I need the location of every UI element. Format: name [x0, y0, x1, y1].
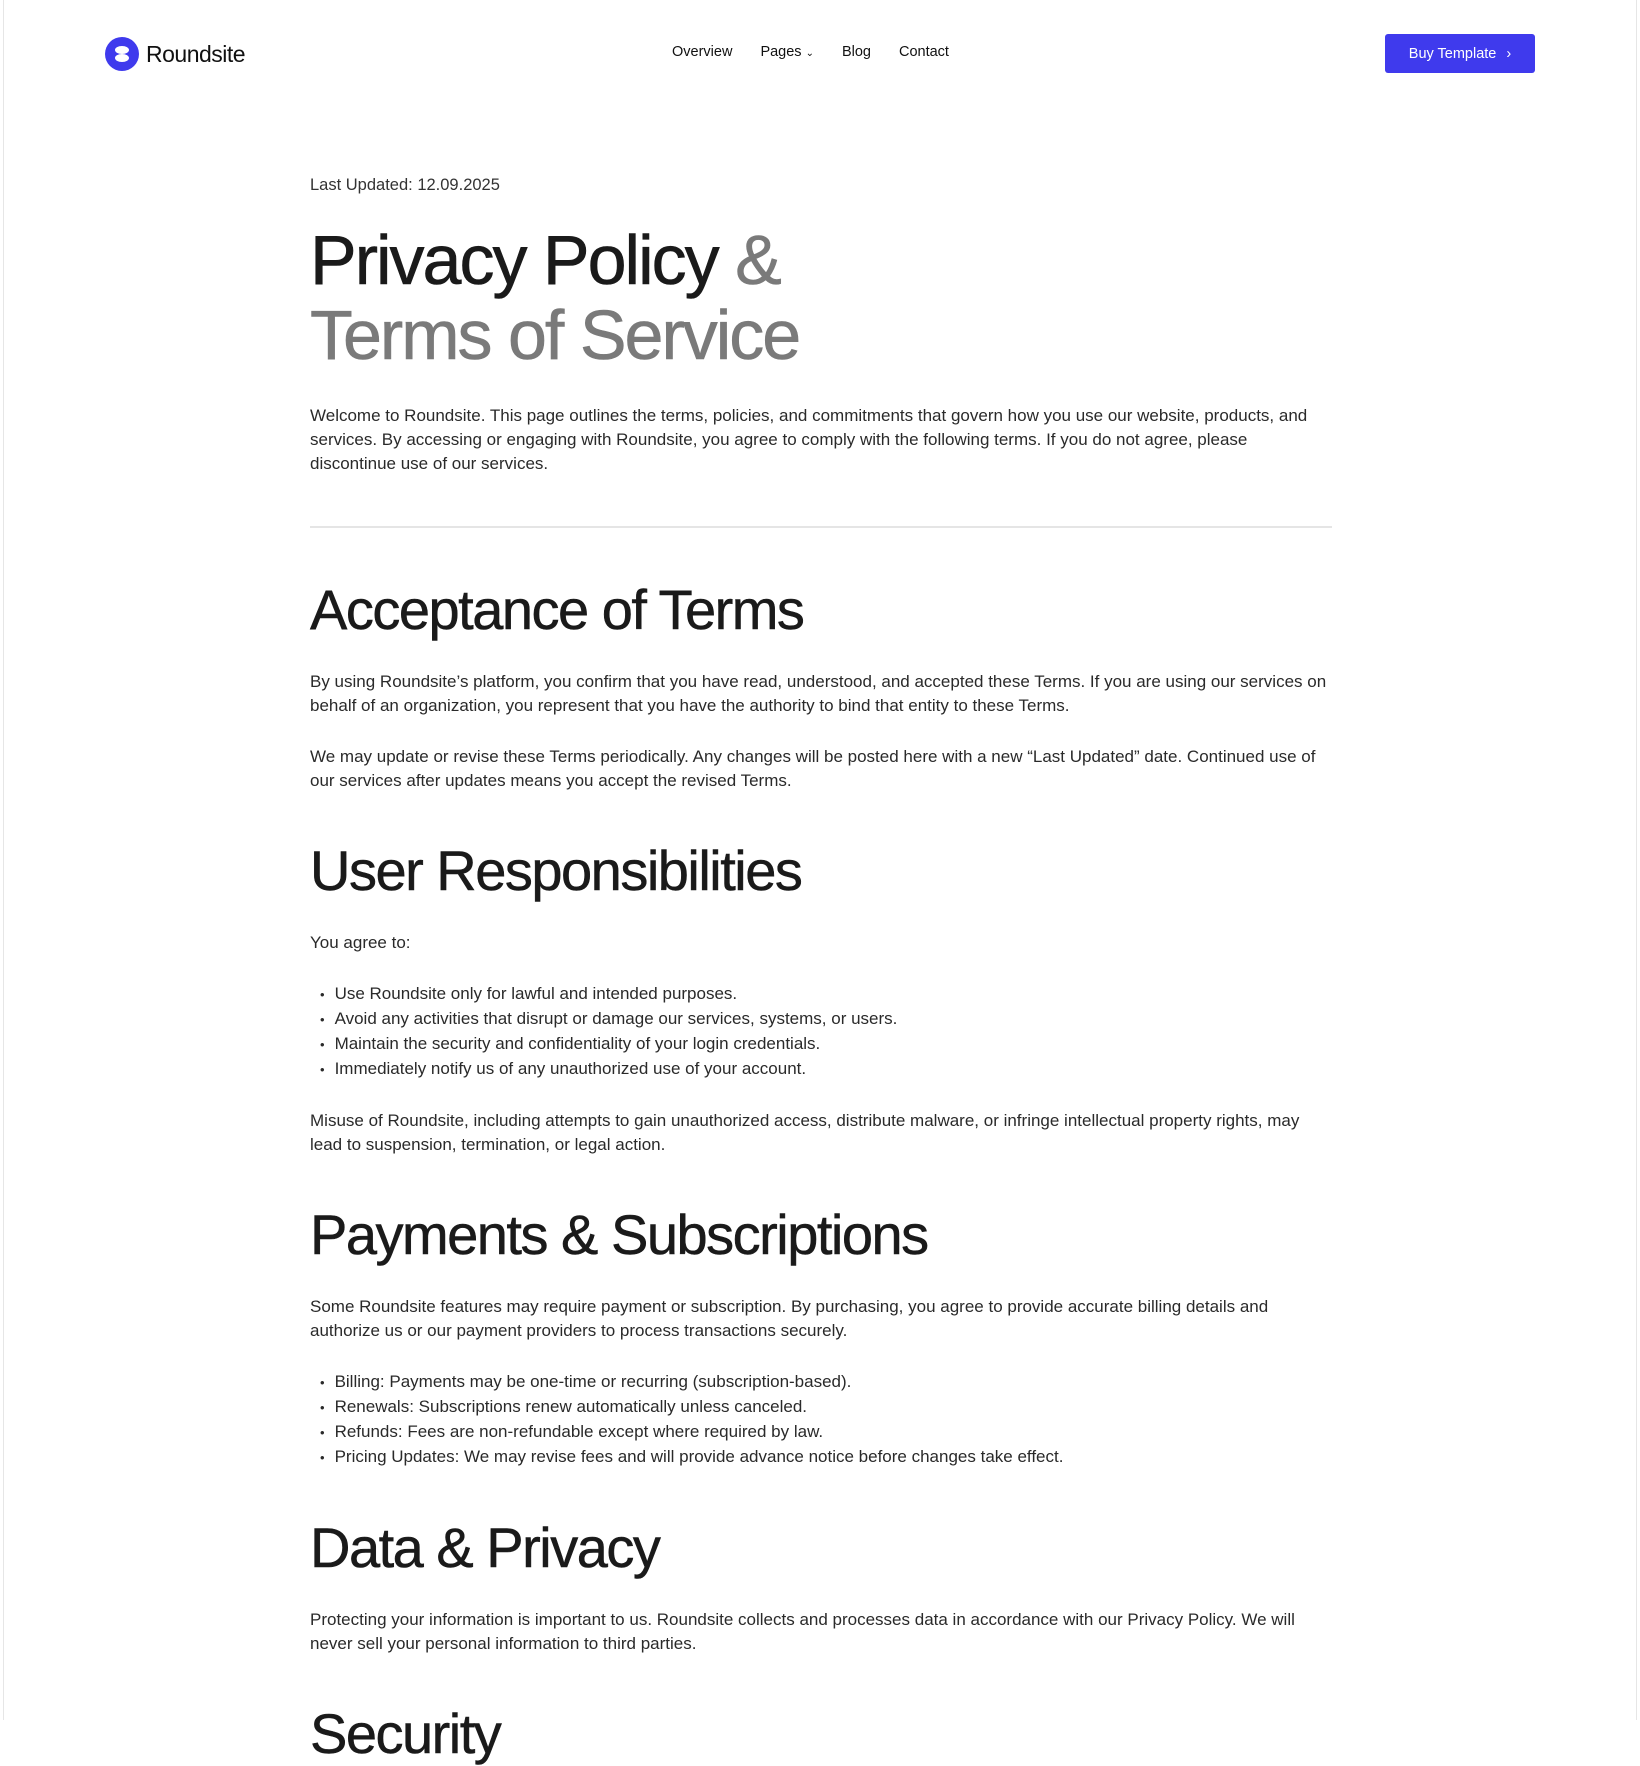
- title-amp: &: [735, 221, 780, 299]
- title-line2: Terms of Service: [310, 296, 800, 374]
- list-item: • Pricing Updates: We may revise fees and will provide advance notice before changes take effect.: [320, 1445, 1332, 1470]
- last-updated: Last Updated: 12.09.2025: [310, 176, 500, 194]
- nav-overview[interactable]: Overview: [672, 44, 733, 60]
- chevron-right-icon: ›: [1506, 45, 1512, 62]
- section-heading: User Responsibilities: [310, 839, 802, 902]
- section-heading: Acceptance of Terms: [310, 578, 804, 641]
- chevron-down-icon: ⌄: [805, 48, 814, 59]
- section-heading: Security: [310, 1702, 501, 1765]
- list-item: • Renewals: Subscriptions renew automatically unless canceled.: [320, 1395, 1332, 1420]
- section-heading: Data & Privacy: [310, 1516, 660, 1579]
- paragraph: You agree to:: [310, 933, 411, 952]
- list-item: • Avoid any activities that disrupt or damage our services, systems, or users.: [320, 1007, 1332, 1032]
- brand-logo[interactable]: [105, 37, 245, 71]
- nav-contact[interactable]: Contact: [898, 44, 949, 60]
- responsibility-list: [310, 982, 1332, 1082]
- logo-icon: [105, 37, 139, 71]
- paragraph: Protecting your information is important to us. Roundsite collects and processes data in accordance with our Privacy Policy. We will never sell your personal information to third parties.: [310, 1610, 1295, 1653]
- section-heading: Payments & Subscriptions: [310, 1203, 928, 1266]
- paragraph: By using Roundsite’s platform, you confirm that you have read, understood, and accepted these Terms. If you are using our services on behalf of an organization, you represent that you have the authority to bind that entity to these Terms.: [310, 672, 1327, 715]
- policy-content: [310, 176, 1332, 1766]
- list-item: • Use Roundsite only for lawful and intended purposes.: [320, 982, 1332, 1007]
- intro-text: Welcome to Roundsite. This page outlines the terms, policies, and commitments that govern how you use our website, products, and services. By accessing or engaging with Roundsite, you agree to comply with the following terms. If you do not agree, please discontinue use of our services.: [310, 406, 1308, 473]
- title-line1: Privacy Policy: [310, 221, 718, 299]
- nav-pages[interactable]: [760, 44, 814, 60]
- section-security: [310, 1702, 1332, 1766]
- divider: [310, 526, 1332, 528]
- paragraph: We may update or revise these Terms periodically. Any changes will be posted here with a new “Last Updated” date. Continued use of our services after updates means you accept the revised Terms.: [310, 747, 1316, 790]
- nav-blog[interactable]: Blog: [841, 44, 871, 60]
- section-user-responsibilities: [310, 839, 1332, 1157]
- page-title: [310, 223, 1332, 373]
- section-data-privacy: [310, 1516, 1332, 1656]
- payment-list: [310, 1370, 1332, 1470]
- buy-template-button[interactable]: [1385, 34, 1535, 73]
- nav-pages-label: Pages: [760, 44, 802, 60]
- list-item: • Billing: Payments may be one-time or recurring (subscription-based).: [320, 1370, 1332, 1395]
- paragraph: Some Roundsite features may require payment or subscription. By purchasing, you agree to provide accurate billing details and authorize us or our payment providers to process transactions securely.: [310, 1297, 1269, 1340]
- section-payments: [310, 1203, 1332, 1470]
- section-acceptance: [310, 578, 1332, 793]
- buy-label: Buy Template: [1408, 45, 1497, 62]
- list-item: • Immediately notify us of any unauthorized use of your account.: [320, 1057, 1332, 1082]
- list-item: • Maintain the security and confidentiality of your login credentials.: [320, 1032, 1332, 1057]
- paragraph: Misuse of Roundsite, including attempts to gain unauthorized access, distribute malware, or infringe intellectual property rights, may lead to suspension, termination, or legal action.: [310, 1111, 1300, 1154]
- list-item: • Refunds: Fees are non-refundable except where required by law.: [320, 1420, 1332, 1445]
- brand-name: Roundsite: [146, 40, 246, 67]
- main-nav: [672, 44, 949, 60]
